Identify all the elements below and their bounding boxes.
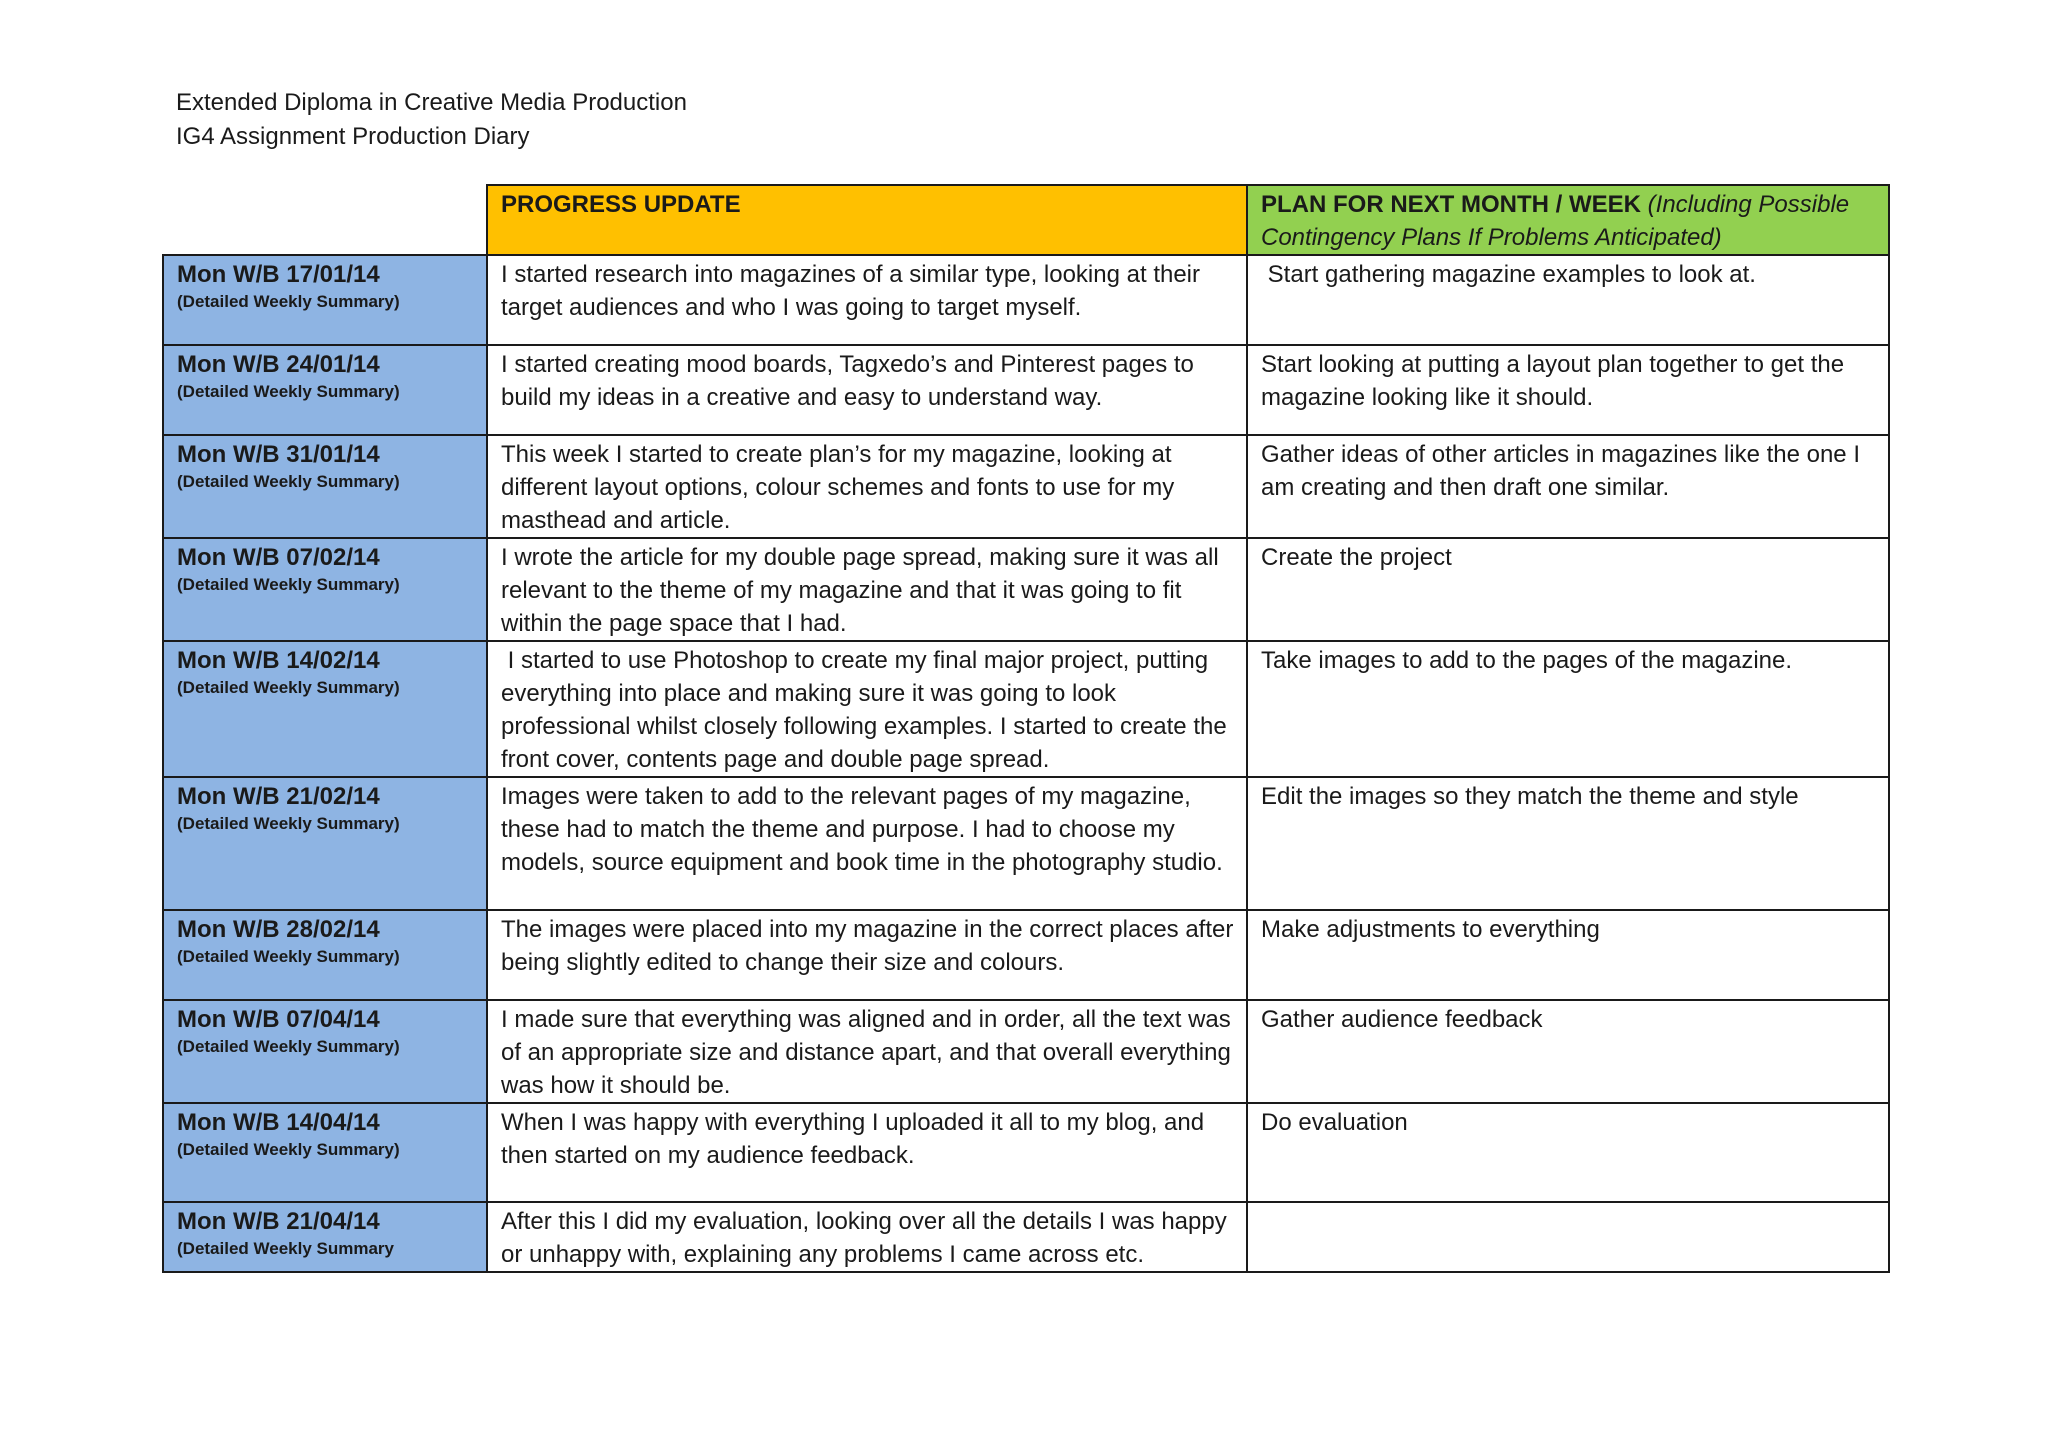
week-cell xyxy=(163,1000,487,1103)
week-summary-label: (Detailed Weekly Summary) xyxy=(177,814,400,833)
plan-cell: Create the project xyxy=(1247,538,1889,641)
week-summary-label: (Detailed Weekly Summary) xyxy=(177,472,400,491)
week-summary-label: (Detailed Weekly Summary) xyxy=(177,1037,400,1056)
week-label: Mon W/B 31/01/14 xyxy=(177,441,380,468)
week-cell xyxy=(163,910,487,1000)
week-cell xyxy=(163,777,487,910)
week-label: Mon W/B 17/01/14 xyxy=(177,261,380,288)
progress-cell: The images were placed into my magazine in the correct places after being slightly edited to change their size and colours. xyxy=(487,910,1247,1000)
week-cell xyxy=(163,538,487,641)
week-summary-label: (Detailed Weekly Summary) xyxy=(177,947,400,966)
table-row xyxy=(163,910,1889,1000)
week-label: Mon W/B 14/02/14 xyxy=(177,647,380,674)
week-cell xyxy=(163,1103,487,1202)
table-row xyxy=(163,345,1889,435)
progress-cell: When I was happy with everything I uploaded it all to my blog, and then started on my audience feedback. xyxy=(487,1103,1247,1202)
table-row xyxy=(163,435,1889,538)
progress-cell: Images were taken to add to the relevant pages of my magazine, these had to match the theme and purpose. I had to choose my models, source equipment and book time in the photography studio. xyxy=(487,777,1247,910)
progress-update-header: PROGRESS UPDATE xyxy=(487,185,1247,255)
document-header xyxy=(176,86,687,154)
week-label: Mon W/B 07/04/14 xyxy=(177,1006,380,1033)
progress-cell: I started to use Photoshop to create my final major project, putting everything into place and making sure it was going to look professional whilst closely following examples. I started to create the front cover, contents page and double page spread. xyxy=(487,641,1247,777)
table-row xyxy=(163,1202,1889,1272)
week-label: Mon W/B 21/02/14 xyxy=(177,783,380,810)
plan-cell: Take images to add to the pages of the magazine. xyxy=(1247,641,1889,777)
plan-cell: Do evaluation xyxy=(1247,1103,1889,1202)
week-summary-label: (Detailed Weekly Summary) xyxy=(177,1140,400,1159)
table-row xyxy=(163,1103,1889,1202)
week-cell xyxy=(163,255,487,345)
week-label: Mon W/B 28/02/14 xyxy=(177,916,380,943)
plan-cell: Gather ideas of other articles in magazines like the one I am creating and then draft one similar. xyxy=(1247,435,1889,538)
plan-header-note: (Including Possible Contingency Plans If Problems Anticipated) xyxy=(1261,191,1850,251)
week-summary-label: (Detailed Weekly Summary) xyxy=(177,575,400,594)
progress-cell: After this I did my evaluation, looking over all the details I was happy or unhappy with, explaining any problems I came across etc. xyxy=(487,1202,1247,1272)
plan-cell: Make adjustments to everything xyxy=(1247,910,1889,1000)
plan-cell: Edit the images so they match the theme and style xyxy=(1247,777,1889,910)
week-summary-label: (Detailed Weekly Summary) xyxy=(177,678,400,697)
table-header-row xyxy=(163,185,1889,255)
plan-cell: Start looking at putting a layout plan together to get the magazine looking like it should. xyxy=(1247,345,1889,435)
week-cell xyxy=(163,641,487,777)
progress-cell: I wrote the article for my double page spread, making sure it was all relevant to the theme of my magazine and that it was going to fit within the page space that I had. xyxy=(487,538,1247,641)
week-cell xyxy=(163,435,487,538)
table-row xyxy=(163,1000,1889,1103)
table-row xyxy=(163,255,1889,345)
week-label: Mon W/B 07/02/14 xyxy=(177,544,380,571)
week-label: Mon W/B 21/04/14 xyxy=(177,1208,380,1235)
progress-cell: I started research into magazines of a similar type, looking at their target audiences and who I was going to target myself. xyxy=(487,255,1247,345)
plan-cell xyxy=(1247,1202,1889,1272)
plan-header-title: PLAN FOR NEXT MONTH / WEEK xyxy=(1261,191,1648,218)
week-cell xyxy=(163,345,487,435)
blank-corner-cell xyxy=(163,185,487,255)
week-summary-label: (Detailed Weekly Summary xyxy=(177,1239,394,1258)
plan-next-header xyxy=(1247,185,1889,255)
course-title: Extended Diploma in Creative Media Production xyxy=(176,89,687,116)
table-row xyxy=(163,777,1889,910)
progress-cell: This week I started to create plan’s for my magazine, looking at different layout options, colour schemes and fonts to use for my masthead and article. xyxy=(487,435,1247,538)
production-diary-table xyxy=(162,184,1890,1273)
week-summary-label: (Detailed Weekly Summary) xyxy=(177,382,400,401)
week-summary-label: (Detailed Weekly Summary) xyxy=(177,292,400,311)
table-row xyxy=(163,538,1889,641)
week-cell xyxy=(163,1202,487,1272)
progress-cell: I started creating mood boards, Tagxedo’s and Pinterest pages to build my ideas in a creative and easy to understand way. xyxy=(487,345,1247,435)
diary-title: IG4 Assignment Production Diary xyxy=(176,123,530,150)
plan-cell: Start gathering magazine examples to look at. xyxy=(1247,255,1889,345)
table-row xyxy=(163,641,1889,777)
progress-cell: I made sure that everything was aligned and in order, all the text was of an appropriate size and distance apart, and that overall everything was how it should be. xyxy=(487,1000,1247,1103)
week-label: Mon W/B 14/04/14 xyxy=(177,1109,380,1136)
plan-cell: Gather audience feedback xyxy=(1247,1000,1889,1103)
week-label: Mon W/B 24/01/14 xyxy=(177,351,380,378)
